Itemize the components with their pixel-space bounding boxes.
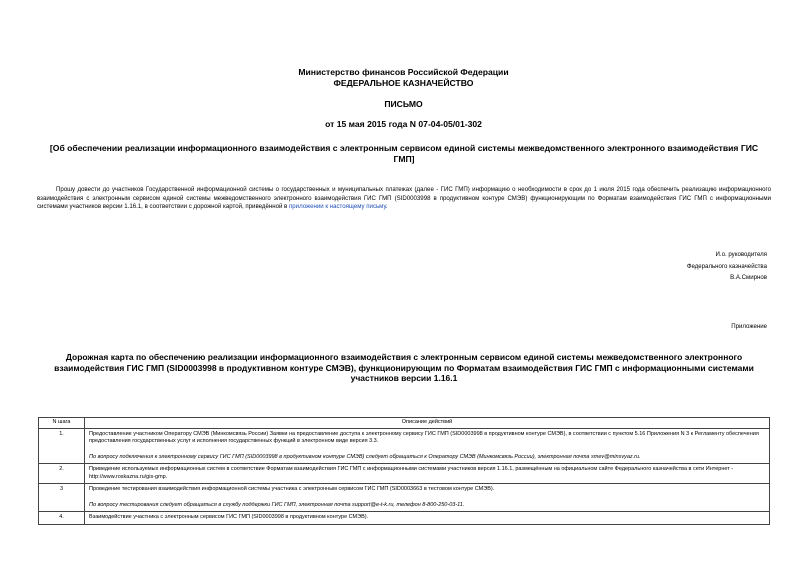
step-number: 3	[39, 484, 85, 512]
step-text: Взаимодействие участника с электронным сервисом ГИС ГМП (SID0003998 в продуктивном контуре СМЭВ).	[89, 514, 369, 520]
appendix-link[interactable]: приложении к настоящему письму	[288, 203, 386, 210]
table-row	[39, 464, 770, 484]
table-header-row	[39, 418, 770, 429]
step-note: По вопросу тестирования следует обращаться в службу поддержки ГИС ГМП, электронная почта support@e-t-k.ru, телефон 8-800-250-03-11.	[89, 501, 465, 508]
signer-agency: Федерального казначейства	[686, 262, 767, 270]
letter-body	[37, 186, 771, 212]
step-number: 4.	[39, 512, 85, 525]
signer-name: В.А.Смирнов	[730, 274, 767, 281]
step-number: 2.	[39, 464, 85, 484]
table-row	[39, 428, 770, 464]
agency-name: ФЕДЕРАЛЬНОЕ КАЗНАЧЕЙСТВО	[333, 78, 474, 88]
column-header-description: Описание действий	[85, 418, 770, 429]
column-header-step: N шага	[39, 418, 85, 429]
table-row	[39, 484, 770, 512]
step-description	[85, 464, 770, 484]
step-number: 1.	[39, 428, 85, 464]
ministry-name: Министерство финансов Российской Федерации	[298, 67, 509, 77]
step-note: По вопросу подключения к электронному сервису ГИС ГМП (SID0003998 в продуктивном контуре СМЭВ) следует обращаться к Оператору СМЭВ (Минкомсвязь России), электронная почта smev@minsvyaz.ru.	[89, 453, 641, 460]
signature-block	[687, 249, 767, 284]
roadmap-table	[38, 417, 770, 525]
doc-type: ПИСЬМО	[384, 99, 423, 109]
appendix-label: Приложение	[731, 323, 767, 330]
step-text: Приведение используемых информационных систем в соответствие Форматам взаимодействия ГИС ГМП с информационными системами участников версия 1.16.1, размещённым на официальном сайте Федерального казначейства в сети Интернет - http://www.roskazna.ru/gis-gmp.	[89, 466, 734, 480]
letter-subject: [Об обеспечении реализации информационного взаимодействия с электронным сервисом единой системы межведомственного электронного взаимодействия ГИС ГМП]	[49, 143, 759, 164]
letter-header	[0, 67, 807, 89]
roadmap-title: Дорожная карта по обеспечению реализации информационного взаимодействия с электронным сервисом единой системы межведомственного электронного взаимодействия ГИС ГМП (SID0003998 в продуктивном контуре СМЭВ), функционирующим по Форматам взаимодействия ГИС ГМП с информационными системами участников версии 1.16.1	[54, 352, 754, 384]
step-description	[85, 428, 770, 464]
table-row	[39, 512, 770, 525]
step-text: Предоставление участником Оператору СМЭВ (Минкомсвязь России) Заявки на предоставление доступа к электронному сервису ГИС ГМП (SID0003998 в продуктивном контуре СМЭВ), в соответствии с пунктом 5.16 Приложения N 3 к Регламенту обеспечения предоставления государственных услуг и исполнения государственных функций в электронном виде версия 3.3.	[89, 430, 759, 444]
date-number: от 15 мая 2015 года N 07-04-05/01-302	[325, 119, 482, 129]
signer-position: И.о. руководителя	[715, 251, 767, 258]
step-text: Проведение тестирования взаимодействия информационной системы участника с электронным сервисом ГИС ГМП (SID0003663 в тестовом контуре СМЭВ).	[89, 486, 495, 492]
body-text-part-1: Прошу довести до участников Государственной информационной системы о государственных и муниципальных платежах (далее - ГИС ГМП) информацию о необходимости в срок до 1 июля 2015 года обеспечить реализацию информационного взаимодействия с электронным сервисом единой системы межведомственного электронного взаимодействия ГИС ГМП (SID0003998 в продуктивном контуре СМЭВ) функционирующим по Форматам взаимодействия ГИС ГМП с информационными системами участников версии 1.16.1, в соответствии с дорожной картой, приведённой в	[37, 186, 771, 210]
body-text-part-2: .	[385, 203, 388, 210]
step-description	[85, 484, 770, 512]
step-description	[85, 512, 770, 525]
